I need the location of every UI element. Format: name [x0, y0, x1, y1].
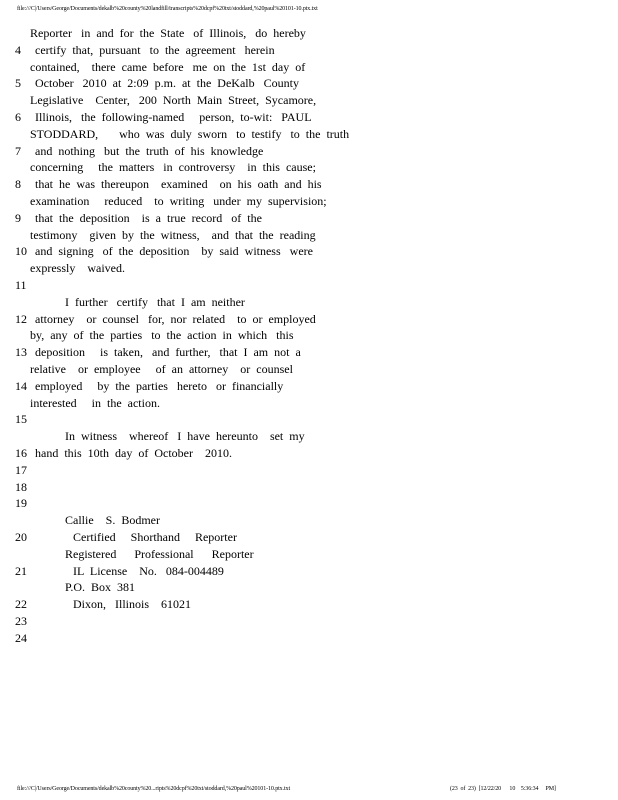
transcript-line [0, 630, 618, 647]
line-text: by, any of the parties to the action in which this [30, 328, 294, 343]
line-text: P.O. Box 381 [65, 580, 136, 595]
transcript-line [0, 495, 618, 512]
page-footer-file-path: file:///C|/Users/George/Documents/dekalb%20county%20...ripts%20dcpf%20txt/stoddard,%20paul%20101-10.ptx.txt [17, 786, 291, 792]
line-number: 20 [15, 529, 27, 544]
transcript-line [0, 59, 618, 76]
transcript-line [0, 176, 618, 193]
transcript-line [0, 277, 618, 294]
line-number: 9 [15, 210, 21, 225]
transcript-line [0, 344, 618, 361]
line-text: October 2010 at 2:09 p.m. at the DeKalb County [35, 76, 299, 91]
line-number: 23 [15, 613, 27, 628]
transcript-line [0, 512, 618, 529]
transcript-line [0, 92, 618, 109]
line-number: 15 [15, 412, 27, 427]
line-text: STODDARD, who was duly sworn to testify to the truth [30, 126, 350, 141]
transcript-line [0, 294, 618, 311]
transcript-line [0, 479, 618, 496]
line-text: Registered Professional Reporter [65, 546, 254, 561]
line-number: 16 [15, 445, 27, 460]
transcript-line [0, 563, 618, 580]
line-number: 21 [15, 563, 27, 578]
transcript-line [0, 42, 618, 59]
line-text: Certified Shorthand Reporter [73, 529, 237, 544]
line-number: 12 [15, 311, 27, 326]
transcript-line [0, 395, 618, 412]
transcript-line [0, 109, 618, 126]
line-text: deposition is taken, and further, that I am not a [35, 345, 301, 360]
line-number: 4 [15, 42, 21, 57]
line-number: 18 [15, 479, 27, 494]
transcript-line [0, 445, 618, 462]
page-header-file-path: file:///C|/Users/George/Documents/dekalb%20county%20landfill/transcripts%20dcpf%20txt/stoddard,%20paul%20101-10.ptx.txt [17, 6, 318, 12]
line-number: 7 [15, 143, 21, 158]
line-text: and nothing but the truth of his knowledge [35, 143, 264, 158]
transcript-line [0, 546, 618, 563]
line-number: 10 [15, 244, 27, 259]
line-text: Reporter in and for the State of Illinois, do hereby [30, 26, 306, 40]
line-text: In witness whereof I have hereunto set my [65, 429, 305, 444]
transcript-line [0, 327, 618, 344]
transcript-line [0, 378, 618, 395]
transcript-line [0, 579, 618, 596]
line-number: 22 [15, 597, 27, 612]
line-text: Dixon, Illinois 61021 [73, 597, 192, 612]
transcript-line [0, 428, 618, 445]
line-number: 17 [15, 462, 27, 477]
transcript-line [0, 361, 618, 378]
line-text: concerning the matters in controversy in this cause; [30, 160, 316, 175]
transcript-body [0, 25, 618, 646]
line-number: 14 [15, 378, 27, 393]
line-text: attorney or counsel for, nor related to or employed [35, 311, 316, 326]
line-number: 24 [15, 630, 27, 645]
line-number: 5 [15, 76, 21, 91]
line-text: and signing of the deposition by said witness were [35, 244, 313, 259]
transcript-line [0, 193, 618, 210]
transcript-line [0, 529, 618, 546]
line-text: relative or employee of an attorney or counsel [30, 361, 293, 376]
line-number: 13 [15, 345, 27, 360]
line-number: 8 [15, 177, 21, 192]
transcript-line [0, 143, 618, 160]
line-number: 11 [15, 277, 27, 292]
transcript-line [0, 243, 618, 260]
line-text: IL License No. 084-004489 [73, 563, 224, 578]
transcript-line [0, 25, 618, 42]
line-number: 6 [15, 109, 21, 124]
line-text: that he was thereupon examined on his oath and his [35, 177, 322, 192]
transcript-line [0, 159, 618, 176]
line-text: examination reduced to writing under my supervision; [30, 193, 327, 208]
page-footer-page-info: (23 of 23) [12/22/20 10 5:36:34 PM] [450, 786, 556, 792]
line-text: Legislative Center, 200 North Main Street, Sycamore, [30, 93, 317, 108]
transcript-line [0, 126, 618, 143]
transcript-line [0, 75, 618, 92]
line-text: certify that, pursuant to the agreement herein [35, 42, 275, 57]
line-text: interested in the action. [30, 395, 160, 410]
line-text: that the deposition is a true record of the [35, 210, 262, 225]
line-text: I further certify that I am neither [65, 294, 245, 309]
transcript-line [0, 411, 618, 428]
transcript-line [0, 311, 618, 328]
line-text: Callie S. Bodmer [65, 513, 160, 528]
line-text: Illinois, the following-named person, to-wit: PAUL [35, 109, 312, 124]
line-number: 19 [15, 496, 27, 511]
transcript-line [0, 613, 618, 630]
transcript-line [0, 227, 618, 244]
line-text: testimony given by the witness, and that the reading [30, 227, 316, 242]
transcript-line [0, 596, 618, 613]
line-text: hand this 10th day of October 2010. [35, 445, 232, 460]
line-text: expressly waived. [30, 261, 125, 276]
transcript-line [0, 260, 618, 277]
line-text: employed by the parties hereto or financially [35, 378, 284, 393]
transcript-line [0, 210, 618, 227]
line-text: contained, there came before me on the 1st day of [30, 59, 306, 74]
transcript-line [0, 462, 618, 479]
